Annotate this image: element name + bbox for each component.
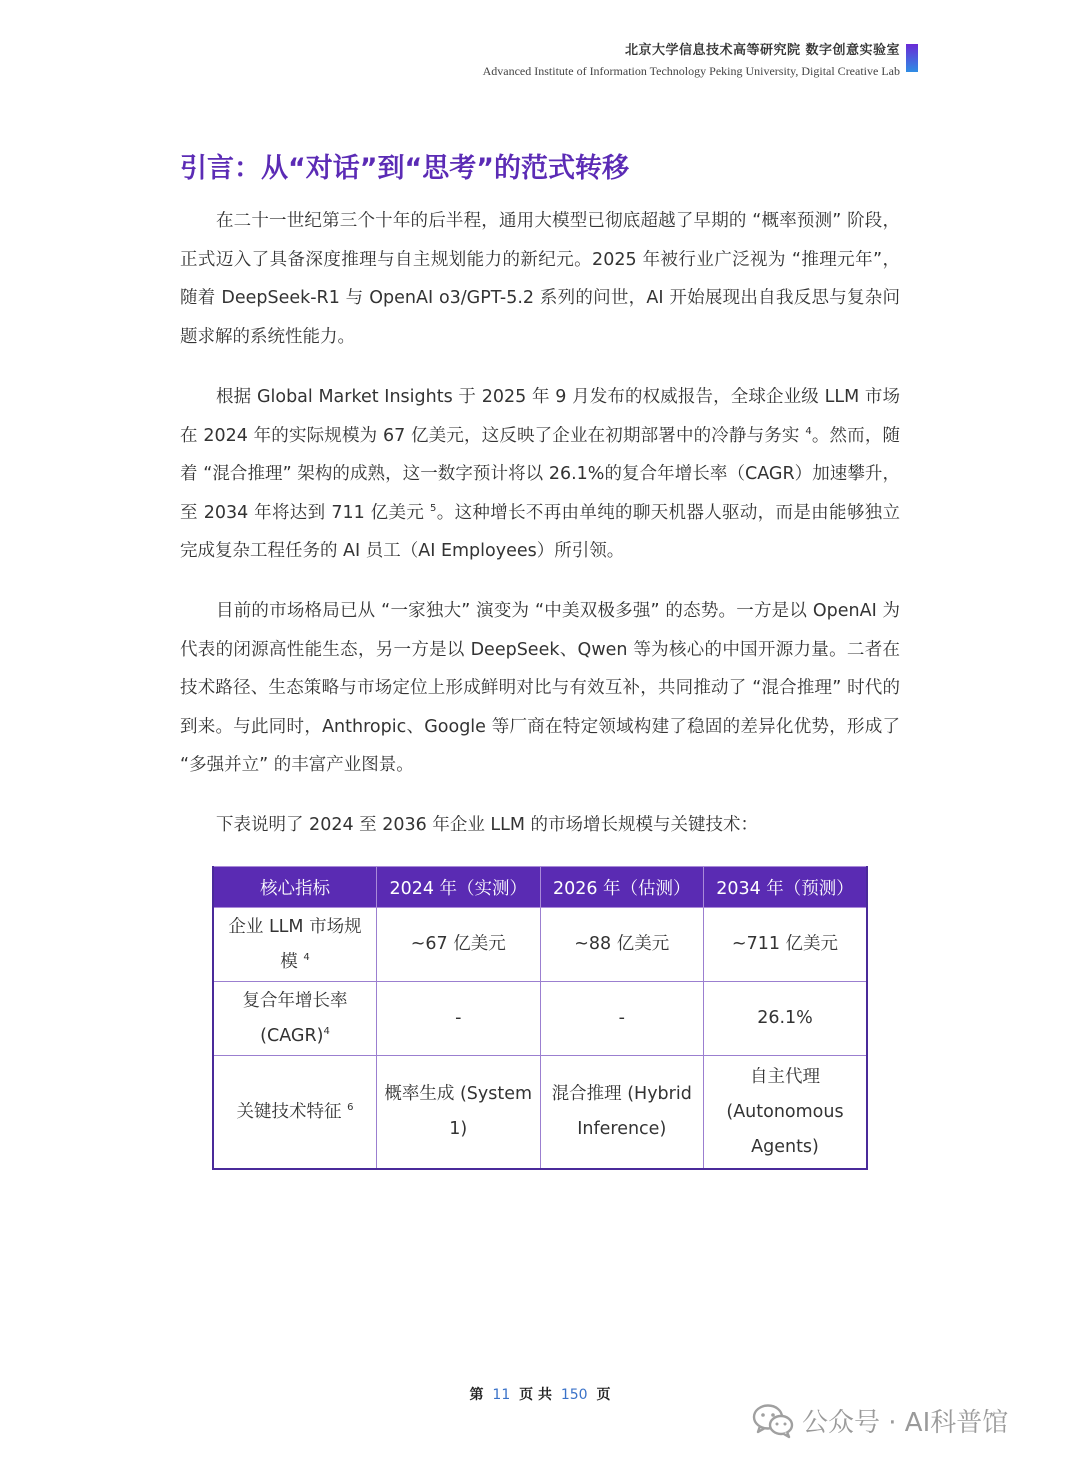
- paragraph-intro: 在二十一世纪第三个十年的后半程，通用大模型已彻底超越了早期的 “概率预测” 阶段，正式迈入了具备深度推理与自主规划能力的新纪元。2025 年被行业广泛视为 “推理元年”，随着 DeepSeek-R1 与 OpenAI o3/GPT-5.2 系列的问世，AI 开始展现出自我反思与复杂问题求解的系统性能力。: [180, 211, 900, 347]
- wechat-icon: [752, 1403, 794, 1439]
- watermark: [752, 1402, 1008, 1439]
- paragraph-market-size: [180, 378, 900, 571]
- table-row: [213, 1056, 867, 1170]
- header-institution-en: Advanced Institute of Information Technology Peking University, Digital Creative Lab: [482, 64, 900, 78]
- table-row: [213, 982, 867, 1056]
- paragraph-text: 。这种增长不再由单纯的聊天机器人驱动，而是由能够独立完成复杂工程任务的 AI 员工（AI Employees）所引领。: [180, 502, 900, 561]
- header-accent-bar: [906, 44, 918, 72]
- paragraph-table-intro: 下表说明了 2024 至 2036 年企业 LLM 的市场增长规模与关键技术：: [216, 815, 759, 835]
- footer-mid: 页 共: [519, 1387, 552, 1403]
- table-cell: 混合推理 (Hybrid Inference): [540, 1056, 704, 1170]
- row-label-text: 关键技术特征: [236, 1101, 342, 1122]
- table-row-label: [213, 908, 377, 982]
- watermark-text: 公众号 · AI科普馆: [802, 1408, 1009, 1438]
- table-cell: ~88 亿美元: [540, 908, 704, 982]
- footnote-ref[interactable]: 5: [430, 502, 437, 514]
- table-header-cell: 2034 年（预测）: [704, 867, 868, 908]
- row-label-text: 企业 LLM 市场规模: [228, 916, 362, 972]
- row-label-text: 复合年增长率 (CAGR): [242, 990, 348, 1046]
- table-header-cell: 2026 年（估测）: [540, 867, 704, 908]
- current-page-number: 11: [492, 1387, 511, 1403]
- paragraph-text: 根据 Global Market Insights 于 2025 年 9 月发布的权威报告，全球企业级 LLM 市场在 2024 年的实际规模为 67 亿美元，这反映了企业在初期部署中的冷静与务实: [180, 387, 900, 446]
- table-row-label: [213, 982, 377, 1056]
- footnote-ref[interactable]: 4: [303, 951, 310, 963]
- page-footer: [0, 1384, 1080, 1404]
- paragraph-text: 。然而，随着 “混合推理” 架构的成熟，这一数字预计将以 26.1%的复合年增长率（CAGR）加速攀升，至 2034 年将达到 711 亿美元: [180, 425, 900, 523]
- page-header: [483, 40, 900, 80]
- table-row-label: [213, 1056, 377, 1170]
- paragraph-market-landscape: 目前的市场格局已从 “一家独大” 演变为 “中美双极多强” 的态势。一方是以 OpenAI 为代表的闭源高性能生态，另一方是以 DeepSeek、Qwen 等为核心的中国开源力量。二者在技术路径、生态策略与市场定位上形成鲜明对比与有效互补，共同推动了 “混合推理” 时代的到来。与此同时，Anthropic、Google 等厂商在特定领域构建了稳固的差异化优势，形成了 “多强并立” 的丰富产业图景。: [180, 601, 900, 775]
- header-institution-cn: 北京大学信息技术高等研究院 数字创意实验室: [624, 43, 900, 58]
- table-row: [213, 908, 867, 982]
- table-cell: -: [377, 982, 541, 1056]
- table-header-row: [213, 867, 867, 908]
- footnote-ref[interactable]: 6: [347, 1101, 354, 1113]
- footnote-ref[interactable]: 4: [323, 1025, 330, 1037]
- footer-suffix: 页: [596, 1387, 611, 1403]
- table-cell: ~711 亿美元: [704, 908, 868, 982]
- total-page-count: 150: [560, 1387, 588, 1403]
- table-cell: 26.1%: [704, 982, 868, 1056]
- section-title: 引言：从“对话”到“思考”的范式转移: [180, 153, 629, 184]
- table-header-cell: 核心指标: [213, 867, 377, 908]
- table-cell: 概率生成 (System 1): [377, 1056, 541, 1170]
- table-cell: 自主代理 (Autonomous Agents): [704, 1056, 868, 1170]
- footnote-ref[interactable]: 4: [805, 425, 812, 437]
- table-header-cell: 2024 年（实测）: [377, 867, 541, 908]
- footer-prefix: 第: [469, 1387, 484, 1403]
- table-cell: ~67 亿美元: [377, 908, 541, 982]
- table-cell: -: [540, 982, 704, 1056]
- market-table: [212, 866, 868, 1170]
